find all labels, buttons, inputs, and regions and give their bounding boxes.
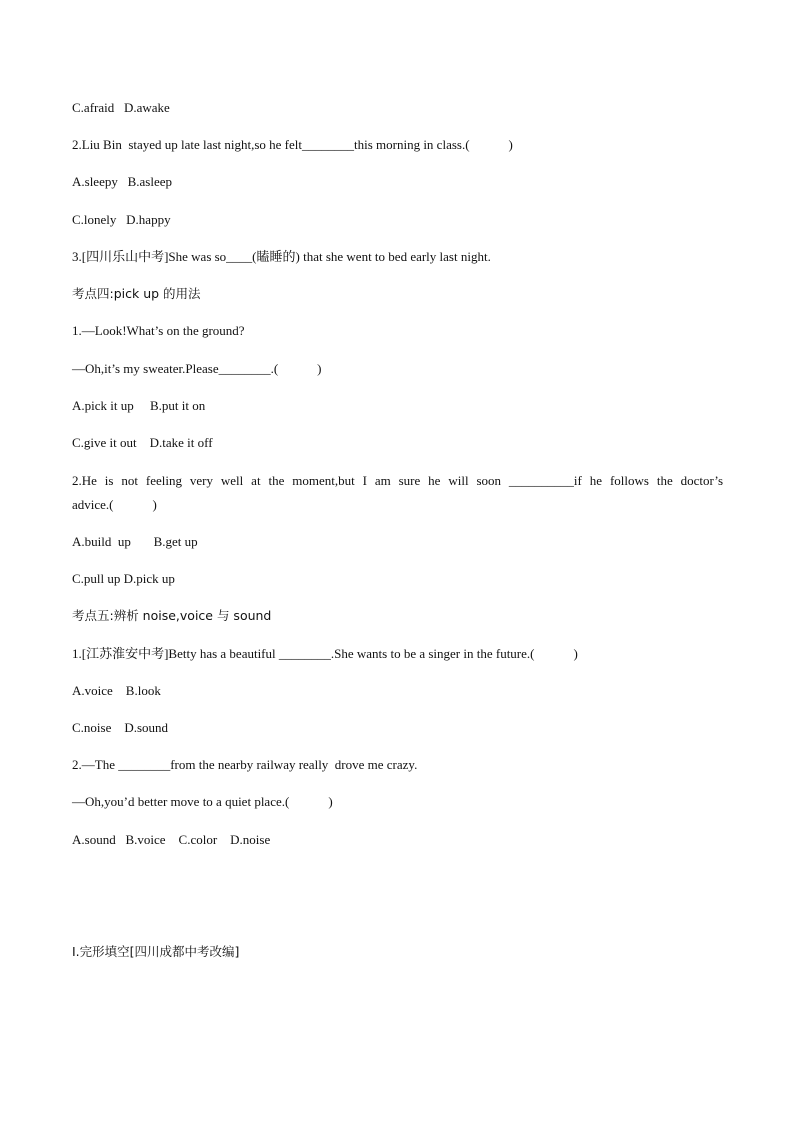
question-line: 1.[江苏淮安中考]Betty has a beautiful ________.She wants to be a singer in the future.( ) [72, 646, 578, 661]
section-heading: 考点四:pick up 的用法 [72, 286, 201, 301]
option-line: C.afraid D.awake [72, 100, 170, 115]
option-line: C.lonely D.happy [72, 212, 171, 227]
question-line-continued: advice.( ) [72, 497, 157, 512]
option-line: A.sound B.voice C.color D.noise [72, 832, 271, 847]
option-line: A.build up B.get up [72, 534, 198, 549]
question-line: 2.Liu Bin stayed up late last night,so he felt________this morning in class.( ) [72, 137, 513, 152]
question-line: 2.—The ________from the nearby railway really drove me crazy. [72, 757, 418, 772]
option-line: A.pick it up B.put it on [72, 398, 206, 413]
section-heading: 考点五:辨析 noise,voice 与 sound [72, 608, 272, 623]
option-line: C.noise D.sound [72, 720, 169, 735]
question-line: 2.He is not feeling very well at the moment,but I am sure he will soon __________if he follows the doctor’s [72, 473, 723, 488]
option-line: A.sleepy B.asleep [72, 174, 173, 189]
option-line: C.pull up D.pick up [72, 571, 175, 586]
question-line: —Oh,you’d better move to a quiet place.( ) [72, 794, 333, 809]
question-line: —Oh,it’s my sweater.Please________.( ) [72, 361, 322, 376]
section-heading: Ⅰ.完形填空[四川成都中考改编] [72, 944, 240, 959]
question-line: 3.[四川乐山中考]She was so____(瞌睡的) that she went to bed early last night. [72, 249, 491, 264]
option-line: C.give it out D.take it off [72, 435, 213, 450]
option-line: A.voice B.look [72, 683, 161, 698]
question-line: 1.—Look!What’s on the ground? [72, 323, 245, 338]
